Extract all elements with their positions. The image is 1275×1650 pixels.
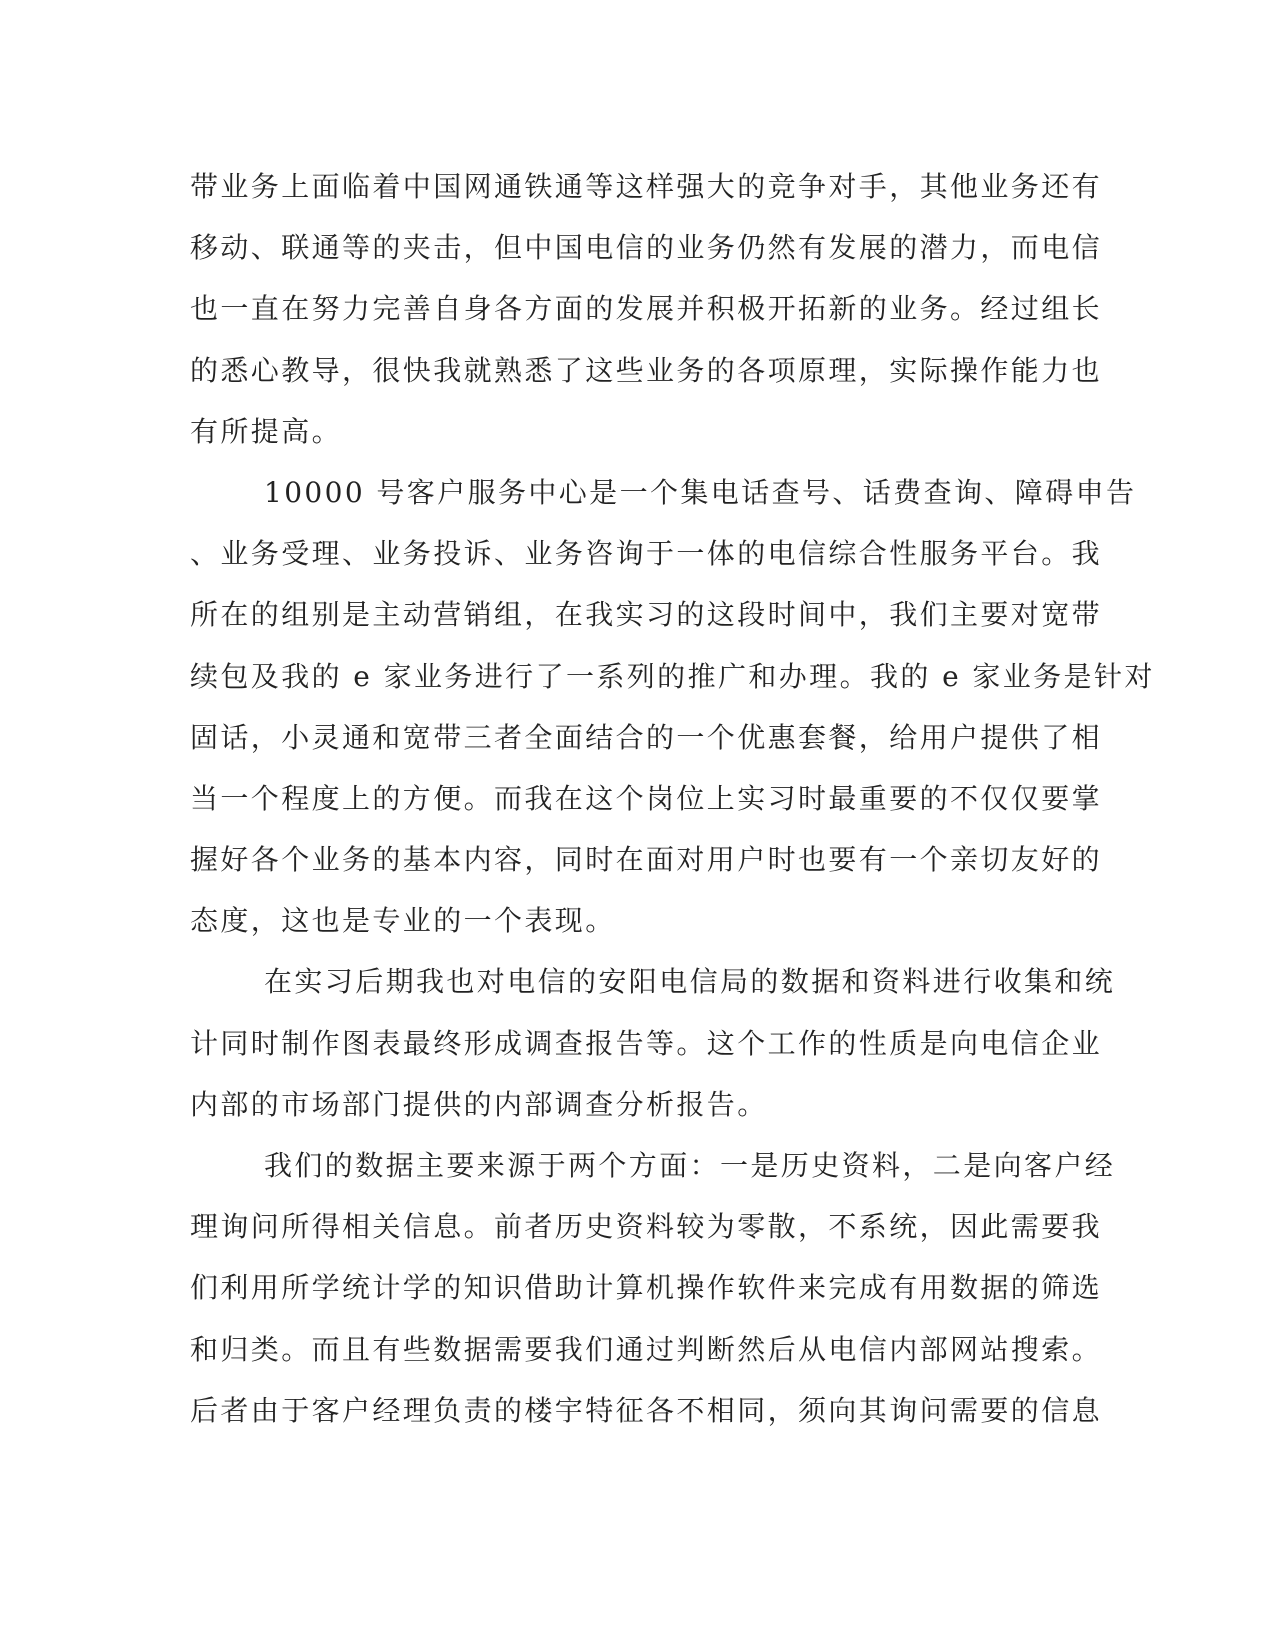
text-line: 也一直在努力完善自身各方面的发展并积极开拓新的业务。经过组长 <box>190 292 1103 326</box>
text-line: 、业务受理、业务投诉、业务咨询于一体的电信综合性服务平台。我 <box>190 537 1103 571</box>
text-line: 握好各个业务的基本内容，同时在面对用户时也要有一个亲切友好的 <box>190 843 1103 877</box>
text-line: 有所提高。 <box>190 414 343 448</box>
text-line: 当一个程度上的方便。而我在这个岗位上实习时最重要的不仅仅要掌 <box>190 781 1103 815</box>
paragraph-first-line: 我们的数据主要来源于两个方面：一是历史资料，二是向客户经 <box>264 1149 1116 1182</box>
paragraph-first-line: 10000 号客户服务中心是一个集电话查号、话费查询、障碍申告 <box>264 475 1137 509</box>
text-line: 的悉心教导，很快我就熟悉了这些业务的各项原理，实际操作能力也 <box>190 353 1103 387</box>
text-line: 带业务上面临着中国网通铁通等这样强大的竞争对手，其他业务还有 <box>190 170 1103 203</box>
body-text <box>190 156 1155 1441</box>
text-line: 移动、联通等的夹击，但中国电信的业务仍然有发展的潜力，而电信 <box>190 231 1103 265</box>
text-line: 后者由于客户经理负责的楼宇特征各不相同，须向其询问需要的信息 <box>190 1393 1103 1427</box>
text-line: 和归类。而且有些数据需要我们通过判断然后从电信内部网站搜索。 <box>190 1332 1103 1366</box>
text-line: 固话，小灵通和宽带三者全面结合的一个优惠套餐，给用户提供了相 <box>190 720 1103 754</box>
text-line: 内部的市场部门提供的内部调查分析报告。 <box>190 1087 768 1121</box>
text-line: 续包及我的 e 家业务进行了一系列的推广和办理。我的 e 家业务是针对 <box>190 659 1155 693</box>
text-line: 所在的组别是主动营销组，在我实习的这段时间中，我们主要对宽带 <box>190 598 1103 632</box>
paragraph-first-line: 在实习后期我也对电信的安阳电信局的数据和资料进行收集和统 <box>264 965 1116 999</box>
text-line: 态度，这也是专业的一个表现。 <box>190 904 616 938</box>
text-line: 计同时制作图表最终形成调查报告等。这个工作的性质是向电信企业 <box>190 1026 1103 1060</box>
text-line: 理询问所得相关信息。前者历史资料较为零散，不系统，因此需要我 <box>190 1210 1103 1244</box>
text-line: 们利用所学统计学的知识借助计算机操作软件来完成有用数据的筛选 <box>190 1271 1103 1305</box>
